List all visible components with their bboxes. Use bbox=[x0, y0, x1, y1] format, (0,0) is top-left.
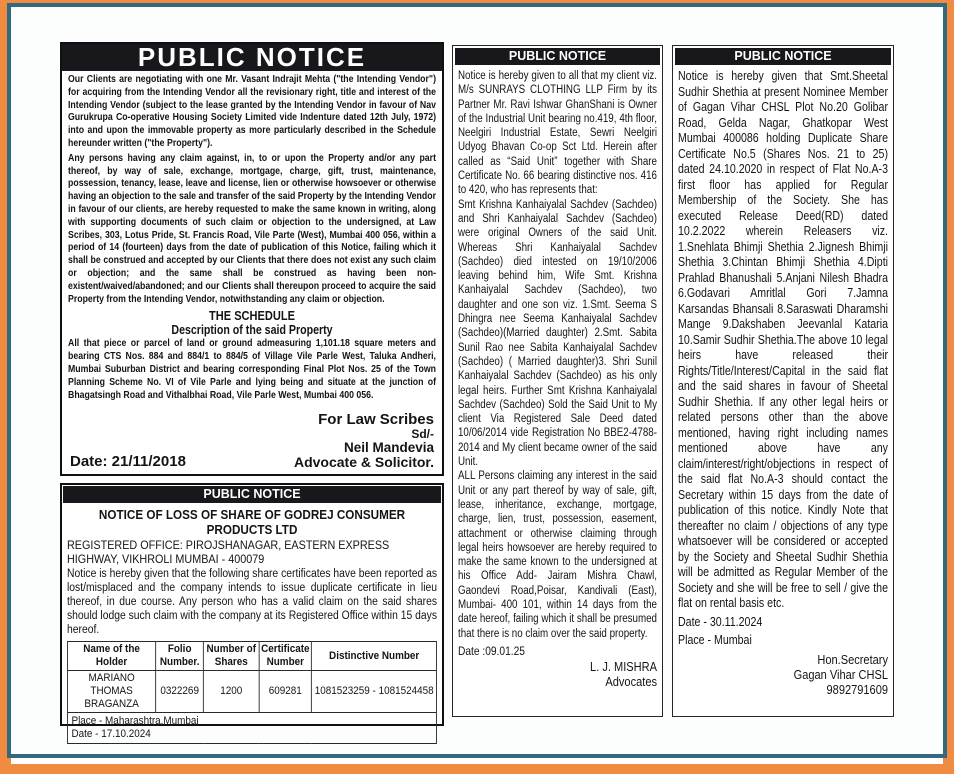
schedule-description: All that piece or parcel of land or ground admeasuring 1,101.18 square meters and bearing CTS Nos. 884 and 884/1 to 884/5 of Village Vile Parle West, Taluka Andheri, Mumbai Suburban District and bearing corresponding Final Plot Nos. 25 of the Town Planning Scheme No. VI of Vile Parle and lying being and situate at the junction of Bhagatsingh Road and Vithalbhai Road, Vile Parle West, Mumbai 400 056. bbox=[68, 338, 436, 401]
contact-number: 9892791609 bbox=[826, 681, 889, 697]
notice-godrej-header-bar: PUBLIC NOTICE bbox=[63, 486, 441, 503]
advocate-role: Advocates bbox=[605, 673, 657, 689]
notice-gagan-vihar-body: Notice is hereby given that Smt.Sheetal Sudhir Shethia at present Nominee Member of Gagan Vihar CHSL Plot No.20 Golibar Road, Gelda Nagar, Ghatkopar West Mumbai 400086 holding Duplicate Share Certificate No.5 (Shares Nos. 21 to 25) dated 24.10.2020 in respect of Flat No.A-3 first floor has applied for Regular Membership of the Society. She has executed Release Deed(RD) dated 10.2.2022 wherein Releasers viz. 1.Snehlata Bhimji Shethia 2.Jignesh Bhimji Shethia 3.Chintan Bhimji Shethia 4.Dipti Prahlad Bhanushali 5.Anjani Nilesh Bhadra 6.Godavari Amritlal Gori 7.Jamna Karsandas Bhansali 8.Saraswati Dharamshi Mange 9.Dakshaben Jeevanlal Kataria 10.Samir Sudhir Shethia.The above 10 legal heirs have released their Rights/Title/Interest/Capital in the said flat and the said shares in favour of Sheetal Sudhir Shethia. If any other legal heirs or related persons other than the above mentioned, having right including names mentioned above have any claim/interest/right/objections in respect of the said flat No.A-3 should contact the Secretary within 15 days from the date of publication of this notice. Kindly Note that thereafter no claim / objections of any type whatsoever will be considered or accepted by the Society and Sheetal Sudhir Shethia will be admitted as Regular Member of the Society and she will be free to sell / give the flat on rental basis etc. bbox=[678, 69, 889, 610]
cell-holder-name: MARIANO THOMAS BRAGANZA bbox=[67, 671, 155, 713]
schedule-title: THE SCHEDULE bbox=[209, 308, 295, 324]
notice-gagan-vihar-signature-block bbox=[678, 652, 888, 697]
notice-godrej-registered-office: REGISTERED OFFICE: PIROJSHANAGAR, EASTERN EXPRESS HIGHWAY, VIKHROLI MUMBAI - 400079 bbox=[67, 538, 390, 566]
table-header-row bbox=[67, 642, 436, 671]
notice-godrej-place: Place - Maharashtra,Mumbai bbox=[71, 715, 199, 727]
notice-sunrays-paragraph-2: Smt Krishna Kanhaiyalal Sachdev (Sachdeo) and Shri Kanhaiyalal Sachdev (Sachdeo) were original Owners of the said Unit. Whereas Shri Kanhaiyalal Sachdev (Sachdeo) died intested on 19/10/2006 leaving behind him, Wife Smt. Krishna Kanhaiyalal Sachdev (Sachdeo), two daughter and one son viz. 1.Smt. Seema S Dhingra nee Seema Kanhaiyalal Sachdev (Sachdeo)(Married daughter) 2.Smt. Sabita Sunil Rao nee Sabita Kanhaiyalal Sachdev (Sachdeo) ( Married daughter)3. Shri Sunil Kanhaiyalal Sachdev (Sachdeo) as his only legal heirs. Further Smt Krishna Kanhaiyalal Sachdev (Sachdeo) Sold the Said Unit to My client Via Registered Sale Deed dated 10/06/2014 vide Registration No BBE2-4788-2014 and My client became owner of the said Unit. bbox=[458, 198, 657, 469]
schedule-subtitle: Description of the said Property bbox=[171, 323, 333, 338]
table-footer-row bbox=[67, 713, 436, 744]
cell-number-of-shares: 1200 bbox=[204, 671, 259, 713]
notice-godrej-title: NOTICE OF LOSS OF SHARE OF GODREJ CONSUMER PRODUCTS LTD bbox=[98, 507, 406, 537]
notice-law-scribes bbox=[60, 42, 444, 476]
signature-for-line: For Law Scribes bbox=[318, 411, 434, 428]
table-row bbox=[67, 671, 436, 713]
signature-role: Advocate & Solicitor. bbox=[293, 454, 434, 470]
notice-sunrays-date: Date :09.01.25 bbox=[458, 643, 525, 658]
signature-name: Neil Mandevia bbox=[343, 440, 434, 455]
advocate-name: L. J. MISHRA bbox=[590, 658, 657, 674]
notice-sunrays-signature-block bbox=[458, 659, 657, 689]
notice-law-scribes-date: Date: 21/11/2018 bbox=[70, 453, 186, 470]
notice-sunrays-paragraph-3: ALL Persons claiming any interest in the said Unit or any part thereof by way of sale, gift, lease, inheritance, exchange, mortgage, charge, lien, trust, possession, easement, attachment or otherwise claiming through legal heirs howsoever are hereby required to make the same known to the undersigned at his Office Add- Jairam Mishra Chawl, Gaondevi Road,Poisar, Kandivali (East), Mumbai- 400 101, within 14 days from the date hereof, failing which it shall be presumed that there is no claim over the said property. bbox=[458, 470, 657, 640]
share-certificate-table bbox=[67, 641, 437, 744]
notice-sunrays-header-bar: PUBLIC NOTICE bbox=[455, 48, 660, 65]
notice-gagan-vihar-date: Date - 30.11.2024 bbox=[678, 614, 763, 629]
table-footer-cell bbox=[67, 713, 436, 744]
col-header-holder-name: Name of the Holder bbox=[67, 642, 155, 671]
cell-certificate-number: 609281 bbox=[259, 671, 312, 713]
notice-law-scribes-signature-block bbox=[294, 412, 434, 470]
notice-godrej-date: Date - 17.10.2024 bbox=[71, 728, 151, 740]
col-header-certificate-number: Certificate Number bbox=[259, 642, 312, 671]
notice-sunrays-paragraph-1: Notice is hereby given to all that my client viz. M/s SUNRAYS CLOTHING LLP Firm by its Partner Mr. Ravi Ishwar GhanShani is Owner of the Industrial Unit bearing no.419, 4th floor, Neelgiri Industrial Estate, Sewri Neelgiri Udyog Bhavan Co-op Sct Ltd. Herein after called as “Said Unit” together with Share Certificate No. 66 bearing distinctive nos. 416 to 420, who has represents that: bbox=[458, 70, 657, 197]
cell-folio-number: 0322269 bbox=[156, 671, 204, 713]
notice-gagan-vihar-header-bar: PUBLIC NOTICE bbox=[675, 48, 891, 65]
notice-law-scribes-paragraph-2: Any persons having any claim against, in, to or upon the Property and/or any part thereof, by way of sale, exchange, mortgage, charge, gift, trust, maintenance, possession, tenancy, lease, leave and license, lien or otherwise howsoever or otherwise having an objection to the sale and transfer of the said Property by the Intending Vendor in favour of our clients, are hereby requested to make the same known in writing, along with supporting documents of such claim or objection to the undersigned, at Law Scribes, 303, Lotus Pride, St. Francis Road, Vile Parte (West), Mumbai 400 056, within a period of 14 (fourteen) days from the date of publication of this Notice, failing which it shall be construed and accepted by our Clients that there does not exist any such claim or objection; and the same shall be construed as having been non-existent/waived/abandoned; and our Clients shall thereupon proceed to acquire the said Property from the Intending Vendor, notwithstanding any claim or objection. bbox=[68, 152, 436, 305]
cell-distinctive-number: 1081523259 - 1081524458 bbox=[312, 671, 437, 713]
notice-gagan-vihar-place: Place - Mumbai bbox=[678, 632, 752, 647]
notice-law-scribes-header-bar: PUBLIC NOTICE bbox=[62, 44, 442, 71]
secretary-title: Hon.Secretary bbox=[817, 651, 889, 667]
signature-sd-line: Sd/- bbox=[411, 427, 434, 441]
notice-godrej bbox=[60, 483, 444, 740]
notice-gagan-vihar bbox=[672, 45, 894, 717]
col-header-distinctive-number: Distinctive Number bbox=[312, 642, 437, 671]
notice-godrej-body: Notice is hereby given that the following share certificates have been reported as lost/misplaced and the company intends to issue duplicate certificate in lieu thereof, in due course. Any person who has a valid claim on the said shares should lodge such claim with the company at its Registered Office within 15 days hereof. bbox=[67, 568, 438, 636]
col-header-folio-number: Folio Number. bbox=[156, 642, 204, 671]
col-header-number-of-shares: Number of Shares bbox=[204, 642, 259, 671]
notice-sunrays bbox=[452, 45, 663, 717]
notice-law-scribes-paragraph-1: Our Clients are negotiating with one Mr. Vasant Indrajit Mehta ("the Intending Vendor") for acquiring from the Intending Vendor all the revisionary right, title and interest of the Intending Vendor (subject to the lease granted by the Intending Vendor in favour of Nav Gurukrupa Co-operative Housing Society Limited vide Indenture dated 12th July, 1972) into and upon the immovable property as more particularly described in the Schedule hereunder written ("the Property"). bbox=[68, 74, 436, 149]
society-name: Gagan Vihar CHSL bbox=[793, 666, 889, 682]
